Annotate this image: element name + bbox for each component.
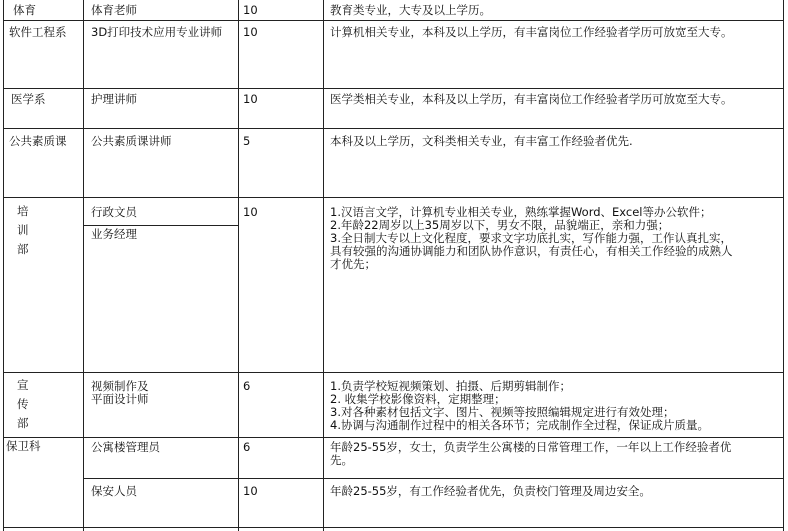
requirement-text: 本科及以上学历，文科类相关专业，有丰富工作经验者优先. [330,134,633,148]
count-cell: 5 [243,134,251,148]
count-cell: 10 [243,3,258,17]
count-cell: 10 [243,92,258,106]
row-divider [3,128,784,129]
dept-cell-char: 训 [17,223,29,237]
count-cell: 10 [243,25,258,39]
position-cell: 公共素质课讲师 [91,134,172,148]
requirement-line: 具有较强的沟通协调能力和团队协作意识，有责任心，有相关工作经验的成熟人 [330,244,733,258]
requirement-text: 教育类专业，大专及以上学历。 [330,3,491,17]
requirement-line: 1.汉语言文学，计算机专业相关专业，熟练掌握Word、Excel等办公软件； [330,205,712,219]
requirement-text: 医学类相关专业，本科及以上学历，有丰富岗位工作经验者学历可放宽至大专。 [330,92,733,106]
requirement-text [330,441,731,467]
requirement-line: 1.负责学校短视频策划、拍摄、后期剪辑制作； [330,379,571,393]
table-border-right [783,0,784,531]
requirement-line: 2.年龄22周岁以上35周岁以下，男女不限，品貌端正，亲和力强； [330,218,670,232]
row-divider [3,437,784,438]
dept-cell: 软件工程系 [9,25,67,39]
requirement-line: 3.对各种素材包括文字、图片、视频等按照编辑规定进行有效处理； [330,405,675,419]
requirement-line: 才优先； [330,257,376,271]
position-cell: 保安人员 [91,484,137,498]
requirement-line: 2. 收集学校影像资料，定期整理； [330,392,506,406]
dept-cell-char: 部 [17,416,29,430]
position-cell [91,380,149,406]
count-cell: 6 [243,379,251,393]
position-cell: 公寓楼管理员 [91,440,160,454]
count-cell: 6 [243,440,251,454]
position-cell: 业务经理 [91,227,137,241]
row-divider [3,372,784,373]
position-cell: 行政文员 [91,205,137,219]
position-line: 视频制作及 [91,379,149,393]
requirement-text: 计算机相关专业，本科及以上学历，有丰富岗位工作经验者学历可放宽至大专。 [330,25,733,39]
dept-cell: 医学系 [11,92,46,106]
column-divider [83,0,84,531]
requirement-text: 年龄25-55岁，有工作经验者优先，负责校门管理及周边安全。 [330,484,651,498]
column-divider [323,0,324,531]
dept-cell-char: 传 [17,397,29,411]
dept-cell: 公共素质课 [9,134,67,148]
row-divider [3,88,784,89]
dept-cell-char: 培 [17,204,29,218]
table-border-left [3,0,4,531]
position-cell: 护理讲师 [91,92,137,106]
dept-cell-char: 宣 [17,378,29,392]
row-divider [83,225,239,226]
position-cell: 体育老师 [91,3,137,17]
requirement-line: 先。 [330,453,353,467]
position-cell: 3D打印技术应用专业讲师 [91,25,223,39]
requirement-line: 4.协调与沟通制作过程中的相关各环节；完成制作全过程，保证成片质量。 [330,418,709,432]
dept-cell: 保卫科 [6,439,41,453]
row-divider [3,20,784,21]
requirement-line: 年龄25-55岁，女士，负责学生公寓楼的日常管理工作，一年以上工作经验者优 [330,440,732,454]
dept-cell-char: 部 [17,242,29,256]
row-divider [3,197,784,198]
column-divider [238,0,239,531]
count-cell: 10 [243,484,258,498]
dept-cell: 体育 [13,3,36,17]
position-line: 平面设计师 [91,392,149,406]
count-cell: 10 [243,205,258,219]
table-border-bottom [3,527,784,528]
row-divider [83,478,784,479]
requirement-text [330,380,709,432]
requirement-text [330,206,733,271]
requirement-line: 3.全日制大专以上文化程度，要求文字功底扎实，写作能力强，工作认真扎实， [330,231,732,245]
